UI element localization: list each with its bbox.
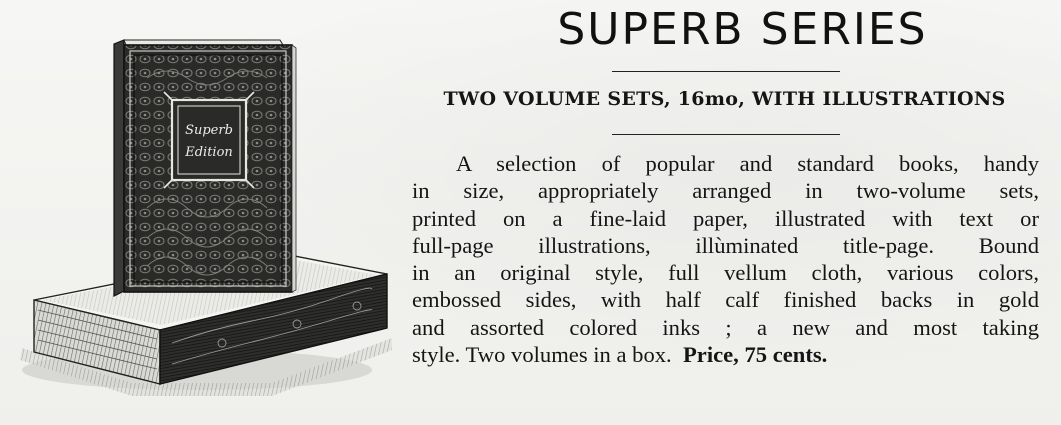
description-line: embossed sides, with half calf finished backs in gold (412, 287, 1039, 313)
price-label: Price, 75 cents. (683, 342, 828, 368)
description-line: A selection of popular and standard books, handy (456, 151, 1039, 176)
subtitle-divider (612, 134, 840, 135)
page-title: SUPERB SERIES (557, 4, 928, 55)
description-line: in size, appropriately arranged in two-volume sets, (412, 178, 1039, 204)
description-line: in an original style, full vellum cloth, various colors, (412, 260, 1039, 286)
description-paragraph (412, 150, 1039, 368)
series-subtitle: TWO VOLUME SETS, 16mo, WITH ILLUSTRATIONS (443, 88, 1006, 110)
title-divider (612, 71, 840, 72)
description-last-line (412, 341, 1039, 368)
book-set-illustration (12, 38, 407, 398)
cover-label-line2: Edition (185, 145, 233, 160)
description-line: printed on a fine-laid paper, illustrated with text or (412, 205, 1039, 231)
description-line: style. Two volumes in a box. (412, 342, 672, 368)
description-line: full-page illustrations, illùminated title-page. Bound (412, 232, 1039, 258)
description-line: and assorted colored inks ; a new and most taking (412, 314, 1039, 340)
cover-label-line1: Superb (185, 123, 233, 138)
